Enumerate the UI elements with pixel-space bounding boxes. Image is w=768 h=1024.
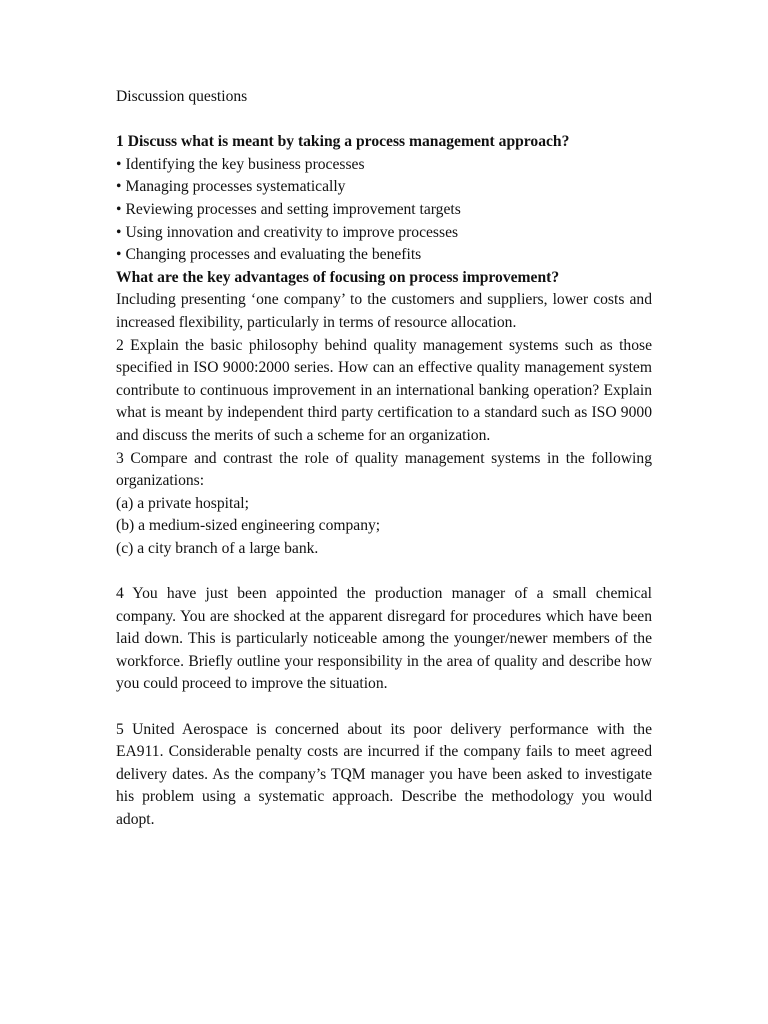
question-3-item-c: (c) a city branch of a large bank. (116, 539, 319, 557)
bullet-icon: • (116, 155, 122, 173)
question-2: 2 Explain the basic philosophy behind quality management systems such as those specified in ISO 9000:2000 series. How can an effective quality management system contribute to continuous improvement in an international banking operation? Explain what is meant by independent third party certification to a standard such as ISO 9000 and discuss the merits of such a scheme for an organization. (116, 336, 652, 444)
list-item (116, 154, 652, 177)
paragraph-spacer (116, 696, 652, 719)
list-item (116, 199, 652, 222)
question-3-item-b: (b) a medium-sized engineering company; (116, 517, 381, 535)
list-item (116, 176, 652, 199)
paragraph-spacer (116, 560, 652, 583)
bullet-text: Managing processes systematically (125, 178, 346, 196)
question-1-title: 1 Discuss what is meant by taking a process management approach? (116, 133, 570, 151)
question-3-intro: 3 Compare and contrast the role of quality management systems in the following organizations: (116, 449, 652, 490)
bullet-icon: • (116, 200, 122, 218)
question-1-sub-question: What are the key advantages of focusing on process improvement? (116, 268, 560, 286)
bullet-text: Identifying the key business processes (125, 155, 365, 173)
question-1-bullet-list (116, 154, 652, 267)
question-5: 5 United Aerospace is concerned about its poor delivery performance with the EA911. Considerable penalty costs are incurred if the company fails to meet agreed delivery dates. As the company’s TQM manager you have been asked to investigate his problem using a systematic approach. Describe the methodology you would adopt. (116, 720, 652, 828)
bullet-text: Using innovation and creativity to improve processes (125, 223, 459, 241)
question-1-sub-answer: Including presenting ‘one company’ to the customers and suppliers, lower costs and increased flexibility, particularly in terms of resource allocation. (116, 291, 652, 331)
bullet-text: Reviewing processes and setting improvement targets (125, 200, 461, 218)
list-item (116, 244, 652, 267)
bullet-icon: • (116, 246, 122, 264)
bullet-text: Changing processes and evaluating the benefits (125, 246, 422, 264)
question-3-item-a: (a) a private hospital; (116, 494, 249, 512)
list-item (116, 222, 652, 245)
document-heading: Discussion questions (116, 88, 248, 105)
bullet-icon: • (116, 223, 122, 241)
bullet-icon: • (116, 178, 122, 196)
document-page (116, 86, 652, 832)
question-4: 4 You have just been appointed the production manager of a small chemical company. You are shocked at the apparent disregard for procedures which have been laid down. This is particularly noticeable among the younger/newer members of the workforce. Briefly outline your responsibility in the area of quality and describe how you could proceed to improve the situation. (116, 585, 652, 693)
